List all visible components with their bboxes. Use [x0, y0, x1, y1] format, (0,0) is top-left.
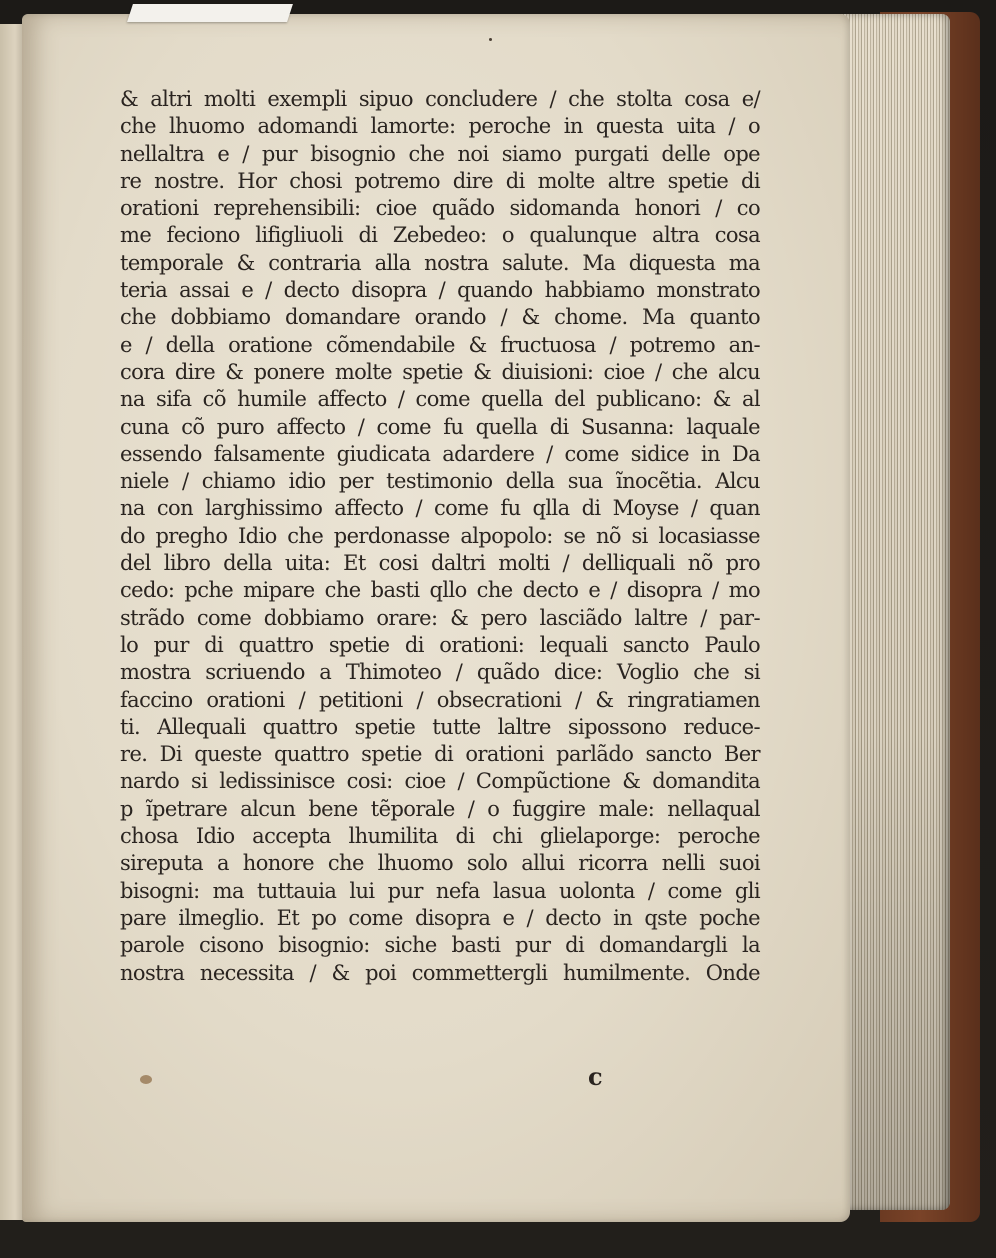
- text-line: pare ilmeglio. Et po come disopra e / decto in qste poche: [120, 905, 760, 930]
- text-line: mostra scriuendo a Thimoteo / quãdo dice: Voglio che si: [120, 660, 760, 685]
- text-line: teria assai e / decto disopra / quando habbiamo monstrato: [120, 278, 760, 303]
- text-line: che dobbiamo domandare orando / & chome. Ma quanto: [120, 305, 760, 330]
- text-line: e / della oratione cõmendabile & fructuosa / potremo an-: [120, 332, 760, 357]
- text-line: nostra necessita / & poi commettergli humilmente. Onde: [120, 960, 760, 985]
- text-line: na sifa cõ humile affecto / come quella del publicano: & al: [120, 387, 760, 412]
- text-line: lo pur di quattro spetie di orationi: lequali sancto Paulo: [120, 632, 760, 657]
- stain: [140, 1075, 152, 1084]
- text-line: na con larghissimo affecto / come fu qlla di Moyse / quan: [120, 496, 760, 521]
- text-block: [120, 86, 760, 987]
- signature-mark: c: [588, 1062, 603, 1091]
- text-line: nardo si ledissinisce cosi: cioe / Compũctione & domandita: [120, 769, 760, 794]
- text-line: niele / chiamo idio per testimonio della sua ĩnocẽtia. Alcu: [120, 469, 760, 494]
- text-line: me feciono lifigliuoli di Zebedeo: o qualunque altra cosa: [120, 223, 760, 248]
- text-line: nellaltra e / pur bisognio che noi siamo purgati delle ope: [120, 141, 760, 166]
- text-line: p ĩpetrare alcun bene tẽporale / o fuggire male: nellaqual: [120, 796, 760, 821]
- page-edges-shade: [838, 14, 950, 1210]
- text-line: strãdo come dobbiamo orare: & pero lasciãdo laltre / par-: [120, 605, 760, 630]
- text-line: che lhuomo adomandi lamorte: peroche in questa uita / o: [120, 114, 760, 139]
- paper-slip: [127, 4, 293, 22]
- text-line: bisogni: ma tuttauia lui pur nefa lasua uolonta / come gli: [120, 878, 760, 903]
- text-line: re nostre. Hor chosi potremo dire di molte altre spetie di: [120, 168, 760, 193]
- text-line: ti. Allequali quattro spetie tutte laltre sipossono reduce-: [120, 714, 760, 739]
- text-line: del libro della uita: Et cosi daltri molti / delliquali nõ pro: [120, 551, 760, 576]
- text-line: cuna cõ puro affecto / come fu quella di Susanna: laquale: [120, 414, 760, 439]
- text-line: parole cisono bisognio: siche basti pur di domandargli la: [120, 933, 760, 958]
- text-line: re. Di queste quattro spetie di orationi parlãdo sancto Ber: [120, 742, 760, 767]
- text-line: orationi reprehensibili: cioe quãdo sidomanda honori / co: [120, 196, 760, 221]
- text-line: faccino orationi / petitioni / obsecrationi / & ringratiamen: [120, 687, 760, 712]
- text-line: chosa Idio accepta lhumilita di chi glielaporge: peroche: [120, 824, 760, 849]
- text-line: temporale & contraria alla nostra salute. Ma diquesta ma: [120, 250, 760, 275]
- text-line: do pregho Idio che perdonasse alpopolo: se nõ si locasiasse: [120, 523, 760, 548]
- text-line: cora dire & ponere molte spetie & diuisioni: cioe / che alcu: [120, 359, 760, 384]
- text-line: sireputa a honore che lhuomo solo allui ricorra nelli suoi: [120, 851, 760, 876]
- text-line: cedo: pche mipare che basti qllo che decto e / disopra / mo: [120, 578, 760, 603]
- ink-dot: [489, 38, 492, 41]
- text-line: & altri molti exempli sipuo concludere / che stolta cosa e/: [120, 87, 760, 111]
- text-line: essendo falsamente giudicata adardere / come sidice in Da: [120, 441, 760, 466]
